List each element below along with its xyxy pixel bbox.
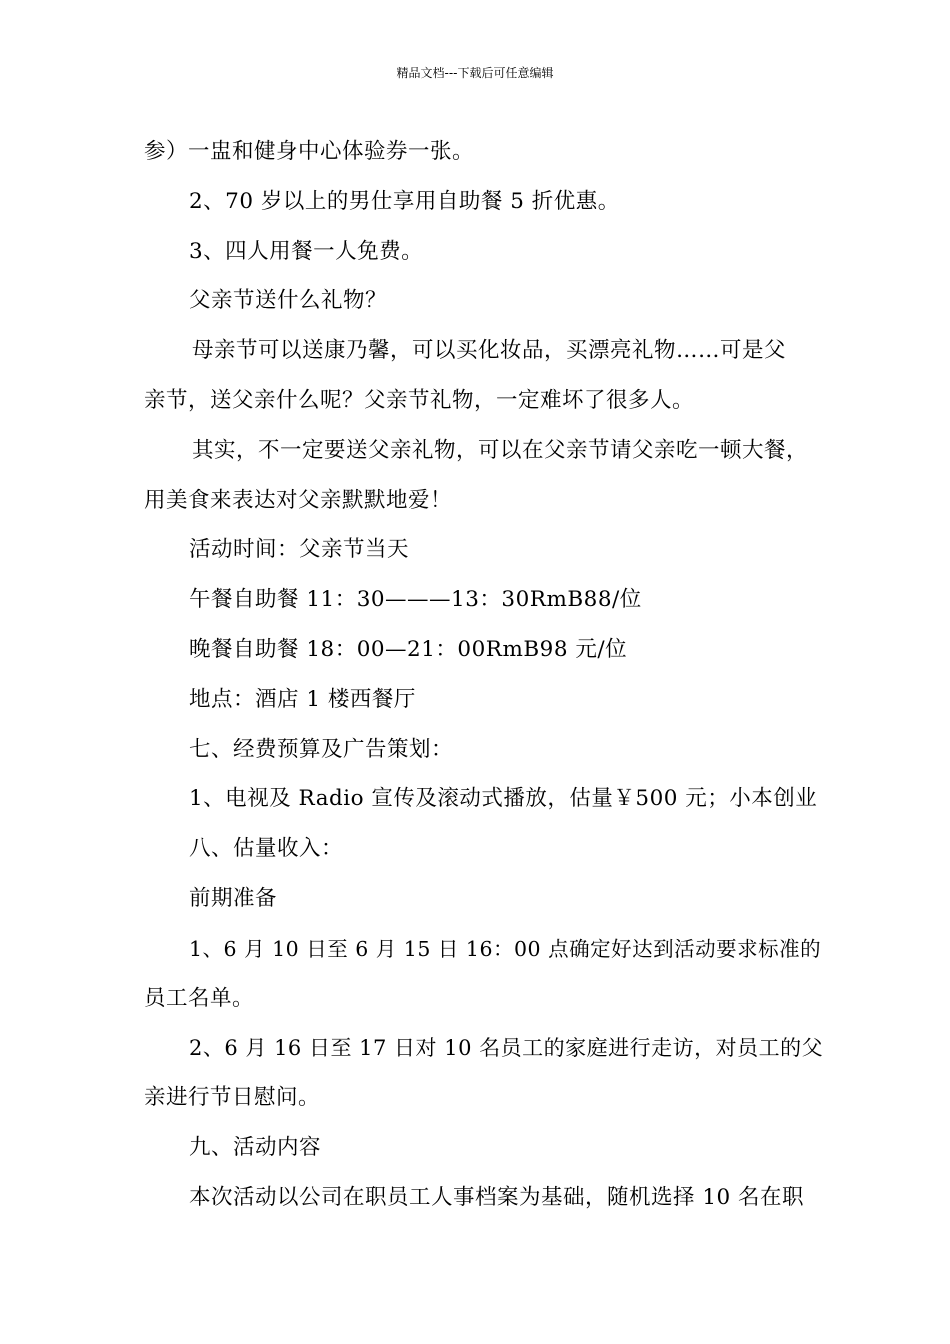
- text-line: 亲进行节日慰问。: [144, 1085, 321, 1111]
- text-line: 午餐自助餐 11：30———13：30RmB88/位: [189, 587, 642, 613]
- text-line: 用美食来表达对父亲默默地爱！: [144, 487, 453, 513]
- text-line: 晚餐自助餐 18：00—21：00RmB98 元/位: [189, 636, 628, 662]
- text-line: 地点：酒店 1 楼西餐厅: [189, 686, 416, 712]
- text-line: 1、电视及 Radio 宣传及滚动式播放，估量￥500 元；小本创业: [189, 786, 818, 812]
- text-line: 员工名单。: [144, 985, 255, 1011]
- text-line: 2、70 岁以上的男仕享用自助餐 5 折优惠。: [189, 188, 620, 214]
- page-header: 精品文档---下载后可任意编辑: [396, 66, 554, 80]
- text-line: 其实，不一定要送父亲礼物，可以在父亲节请父亲吃一顿大餐，: [192, 437, 809, 463]
- text-line: 八、估量收入：: [189, 836, 344, 862]
- text-line: 活动时间：父亲节当天: [189, 537, 410, 563]
- text-line: 本次活动以公司在职员工人事档案为基础，随机选择 10 名在职: [189, 1184, 805, 1210]
- text-line: 1、6 月 10 日至 6 月 15 日 16：00 点确定好达到活动要求标准的: [189, 936, 822, 961]
- text-line: 亲节，送父亲什么呢？父亲节礼物，一定难坏了很多人。: [144, 387, 695, 413]
- text-line: 2、6 月 16 日至 17 日对 10 名员工的家庭进行走访，对员工的父: [189, 1036, 824, 1061]
- text-line: 参）一盅和健身中心体验券一张。: [144, 139, 475, 164]
- text-line: 前期准备: [189, 885, 278, 911]
- text-line: 父亲节送什么礼物？: [189, 288, 388, 314]
- text-line: 七、经费预算及广告策划：: [189, 736, 454, 762]
- text-line: 3、四人用餐一人免费。: [189, 238, 424, 264]
- text-line: 母亲节可以送康乃馨，可以买化妆品，买漂亮礼物……可是父: [192, 338, 787, 364]
- text-line: 九、活动内容: [189, 1134, 322, 1160]
- document-body: [144, 131, 829, 1227]
